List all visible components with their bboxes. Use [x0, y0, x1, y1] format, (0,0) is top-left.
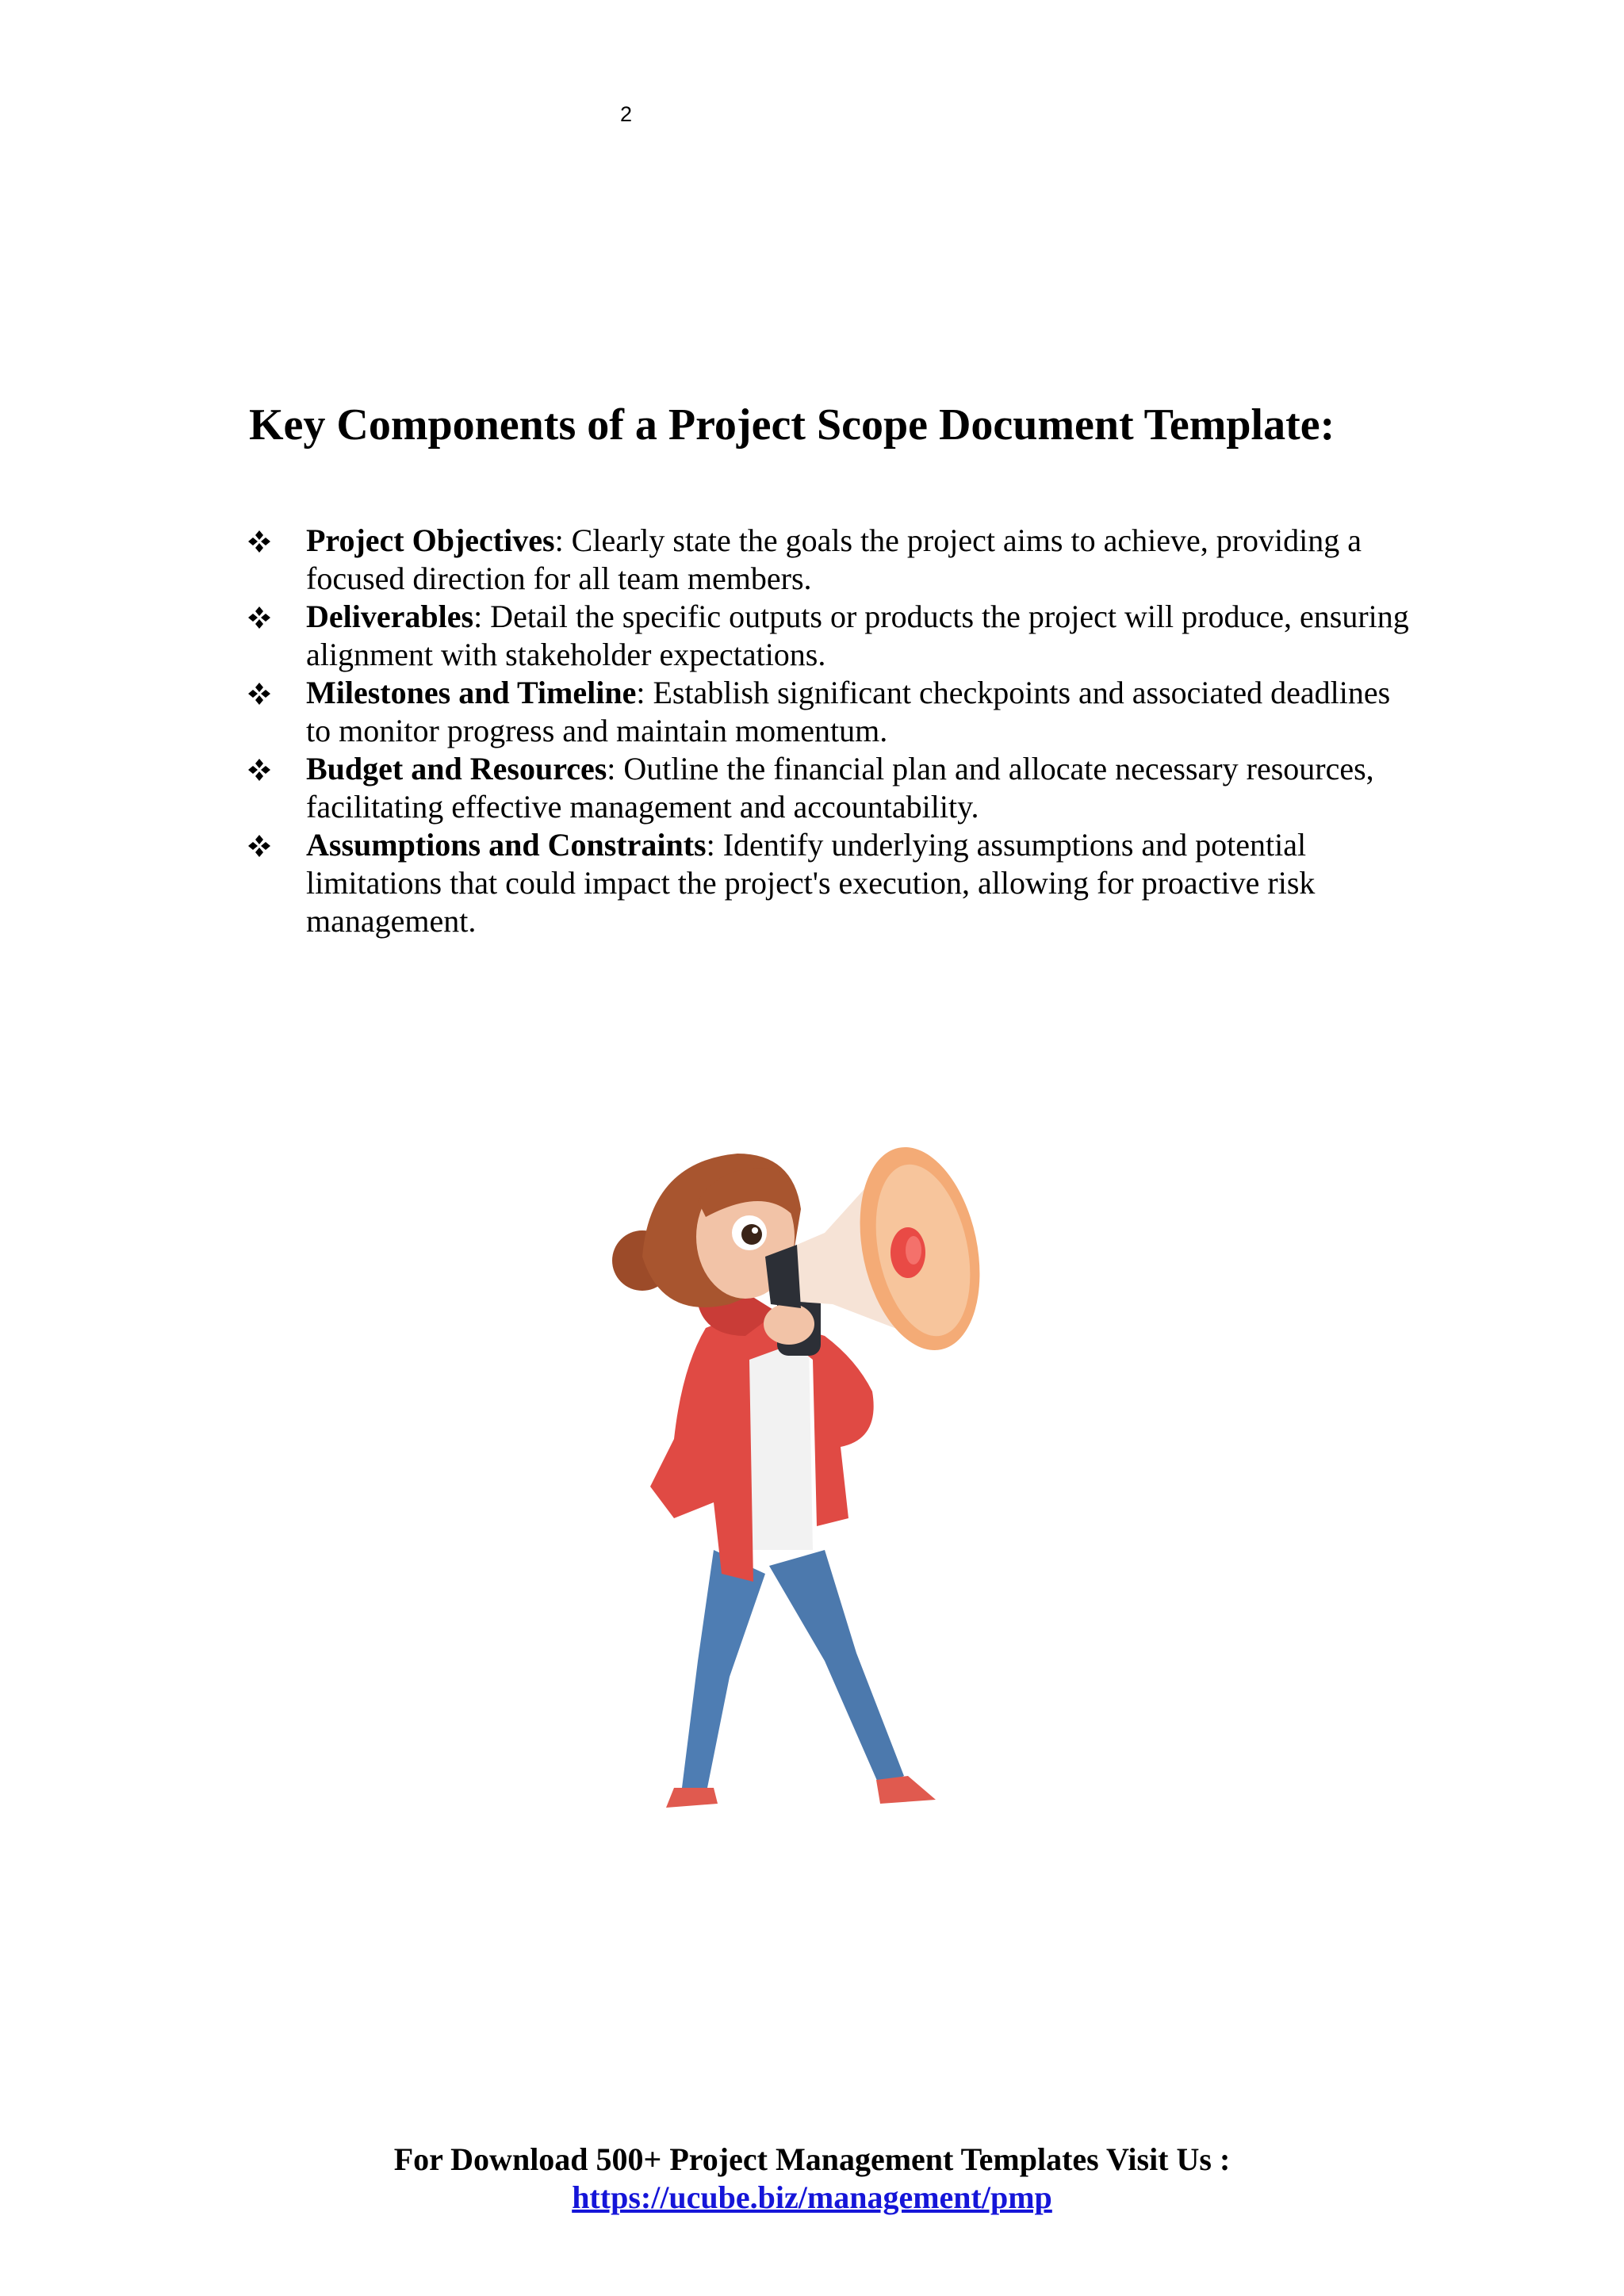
- footer: [0, 2141, 1624, 2217]
- left-leg: [682, 1550, 765, 1796]
- list-item-term: Project Objectives: [306, 522, 555, 558]
- diamond-bullet-icon: [247, 530, 271, 553]
- list-item-deliverables: [247, 598, 1413, 674]
- list-item-term: Milestones and Timeline: [306, 675, 637, 710]
- list-item-milestones: [247, 674, 1413, 750]
- left-shoe: [666, 1788, 718, 1808]
- list-item-assumptions: [247, 826, 1413, 940]
- page-title: Key Components of a Project Scope Document Template:: [249, 400, 1335, 450]
- list-item-term: Assumptions and Constraints: [306, 827, 707, 863]
- list-item-term: Deliverables: [306, 599, 474, 634]
- page-number: 2: [620, 102, 633, 126]
- list-item-term: Budget and Resources: [306, 751, 607, 786]
- components-list: [247, 522, 1413, 940]
- eye-shine: [752, 1227, 758, 1234]
- footer-text: For Download 500+ Project Management Templates Visit Us :: [393, 2141, 1231, 2177]
- list-item-text: : Detail the specific outputs or products the project will produce, ensuring alignment with stakeholder expectations.: [306, 599, 1409, 672]
- list-item-text: : Clearly state the goals the project aims to achieve, providing a focused direction for all team members.: [306, 522, 1362, 596]
- list-item-text: : Establish significant checkpoints and associated deadlines to monitor progress and maintain momentum.: [306, 675, 1391, 748]
- woman-with-megaphone-icon: [587, 1106, 1078, 1875]
- right-shoe: [876, 1776, 936, 1804]
- diamond-bullet-icon: [247, 758, 271, 782]
- list-item-budget: [247, 750, 1413, 826]
- pupil: [741, 1224, 762, 1245]
- list-item-text: : Identify underlying assumptions and potential limitations that could impact the project's execution, allowing for proactive risk management.: [306, 827, 1316, 939]
- footer-link[interactable]: https://ucube.biz/management/pmp: [572, 2179, 1052, 2215]
- diamond-bullet-icon: [247, 606, 271, 629]
- hand: [764, 1303, 814, 1345]
- right-leg: [769, 1550, 904, 1788]
- megaphone-speaker-highlight: [906, 1236, 921, 1265]
- list-item-text: : Outline the financial plan and allocate necessary resources, facilitating effective management and accountability.: [306, 751, 1374, 825]
- diamond-bullet-icon: [247, 682, 271, 706]
- list-item-project-objectives: [247, 522, 1413, 598]
- diamond-bullet-icon: [247, 834, 271, 858]
